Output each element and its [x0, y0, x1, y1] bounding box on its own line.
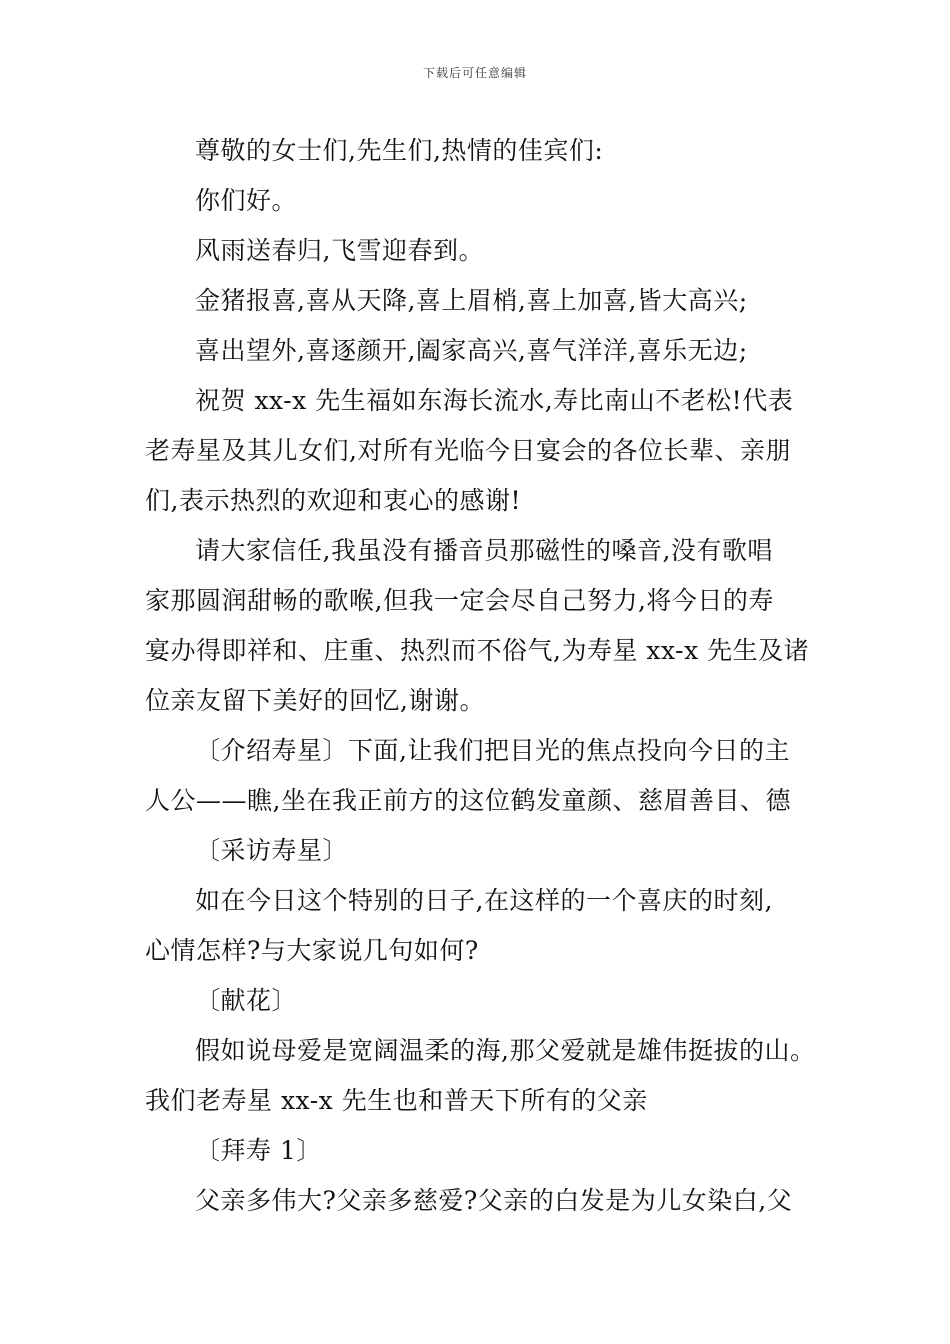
- paragraph: [145, 976, 810, 1026]
- text-line: 〔拜寿 1〕: [195, 1136, 322, 1165]
- paragraph: [145, 526, 810, 726]
- text-line: 父亲多伟大?父亲多慈爱?父亲的白发是为儿女染白,父: [195, 1186, 793, 1215]
- document-body: [145, 126, 816, 1226]
- text-line: 宴办得即祥和、庄重、热烈而不俗气,为寿星 xx-x 先生及诸: [145, 636, 810, 665]
- text-line: 〔献花〕: [195, 986, 298, 1015]
- text-line: 金猪报喜,喜从天降,喜上眉梢,喜上加喜,皆大高兴;: [195, 286, 748, 315]
- paragraph: [145, 376, 810, 526]
- paragraph: [145, 826, 810, 876]
- text-line: 老寿星及其儿女们,对所有光临今日宴会的各位长辈、亲朋: [145, 436, 791, 465]
- text-line: 如在今日这个特别的日子,在这样的一个喜庆的时刻,: [195, 886, 773, 915]
- text-line: 假如说母爱是宽阔温柔的海,那父爱就是雄伟挺拔的山。: [195, 1036, 816, 1065]
- page-header: 下载后可任意编辑: [422, 66, 527, 80]
- text-line: 我们老寿星 xx-x 先生也和普天下所有的父亲: [145, 1086, 648, 1115]
- text-line: 尊敬的女士们,先生们,热情的佳宾们:: [195, 136, 604, 165]
- text-line: 位亲友留下美好的回忆,谢谢。: [145, 686, 485, 715]
- text-line: 祝贺 xx-x 先生福如东海长流水,寿比南山不老松!代表: [195, 386, 794, 415]
- paragraph: [145, 876, 810, 976]
- paragraph: [145, 226, 810, 276]
- text-line: 喜出望外,喜逐颜开,阖家高兴,喜气洋洋,喜乐无边;: [195, 336, 748, 365]
- text-line: 心情怎样?与大家说几句如何?: [145, 936, 479, 965]
- paragraph: [145, 326, 810, 376]
- text-line: 人公——瞧,坐在我正前方的这位鹤发童颜、慈眉善目、德: [145, 786, 791, 815]
- paragraph: [145, 726, 810, 826]
- paragraph: [145, 1126, 810, 1176]
- text-line: 们,表示热烈的欢迎和衷心的感谢!: [145, 486, 521, 515]
- text-line: 〔介绍寿星〕下面,让我们把目光的焦点投向今日的主: [195, 736, 790, 765]
- text-line: 你们好。: [195, 186, 298, 215]
- paragraph: [145, 276, 810, 326]
- paragraph: [145, 126, 810, 176]
- text-line: 家那圆润甜畅的歌喉,但我一定会尽自己努力,将今日的寿: [145, 586, 774, 615]
- text-line: 〔采访寿星〕: [195, 836, 349, 865]
- paragraph: [145, 1026, 816, 1126]
- paragraph: [145, 1176, 810, 1226]
- text-line: 风雨送春归,飞雪迎春到。: [195, 236, 484, 265]
- text-line: 请大家信任,我虽没有播音员那磁性的嗓音,没有歌唱: [195, 536, 773, 565]
- paragraph: [145, 176, 810, 226]
